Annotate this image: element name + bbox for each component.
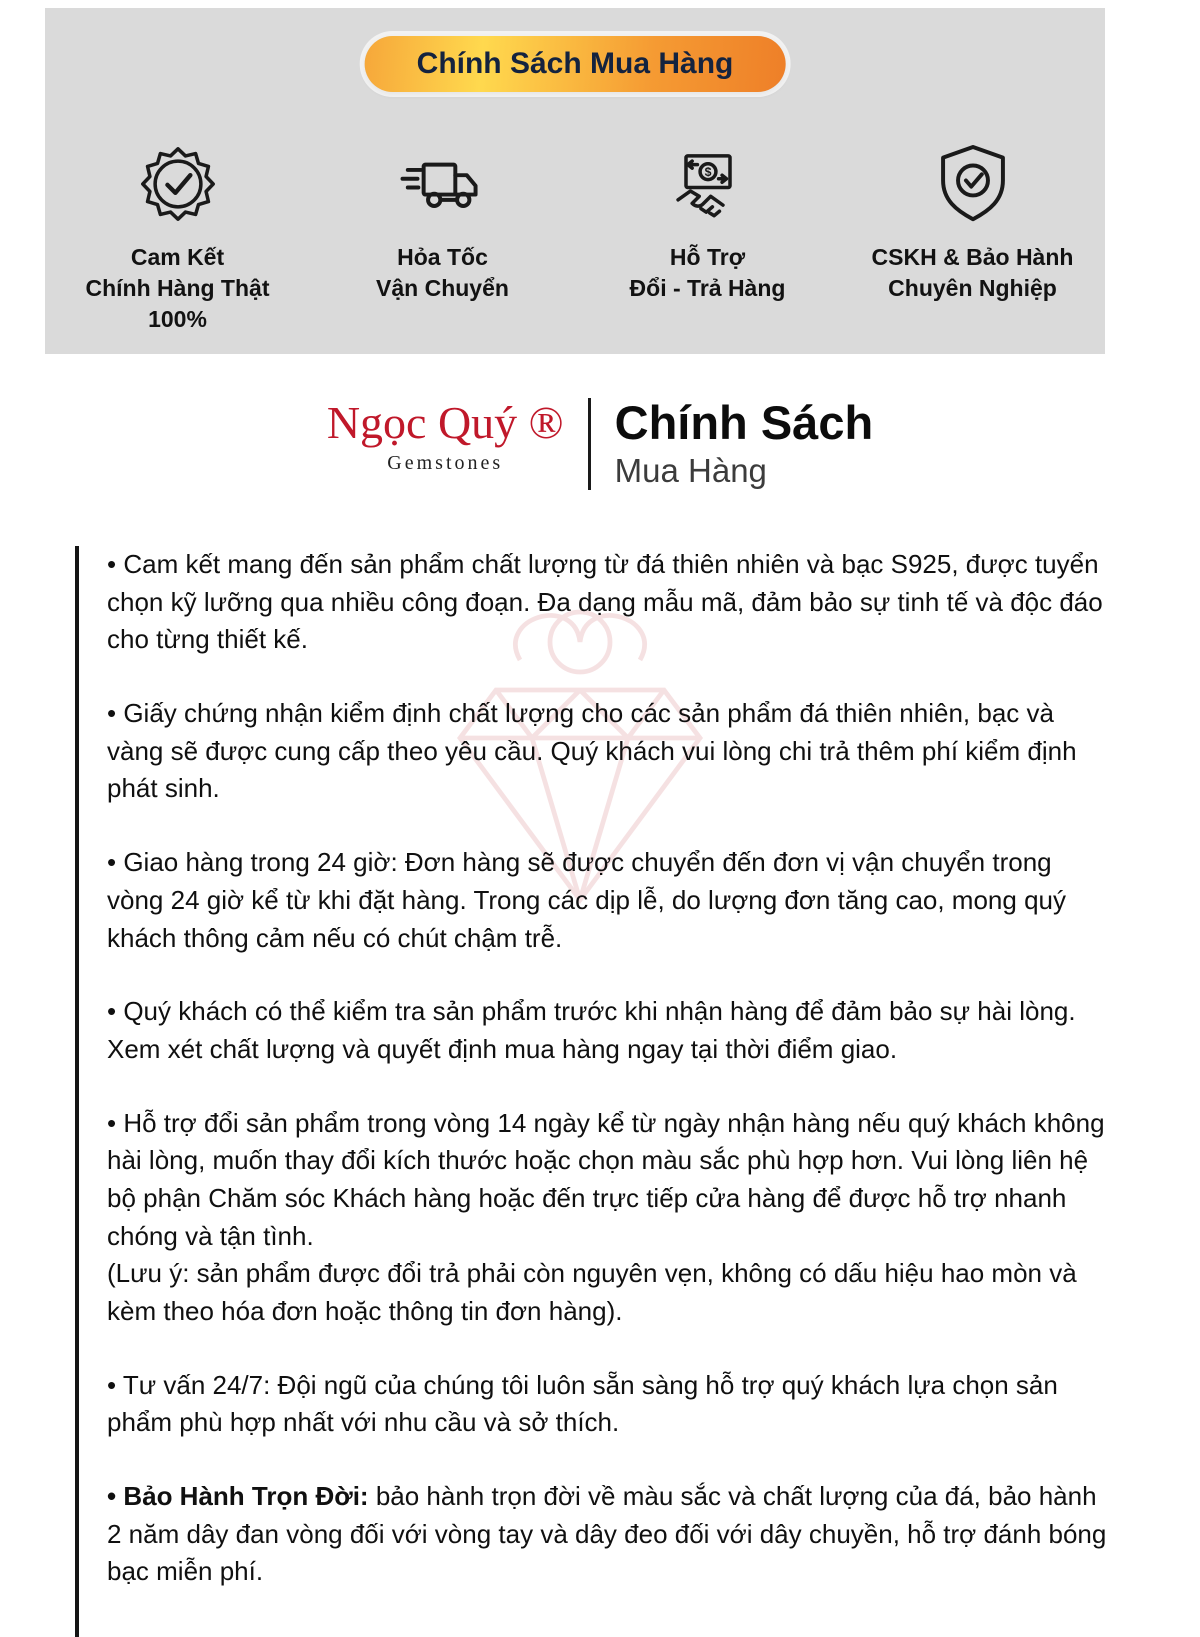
delivery-truck-icon	[399, 140, 487, 228]
policy-paragraph: • Cam kết mang đến sản phẩm chất lượng từ đá thiên nhiên và bạc S925, được tuyển chọn kỹ lưỡng qua nhiều công đoạn. Đa dạng mẫu mã, đảm bảo sự tinh tế và độc đáo cho từng thiết kế.	[107, 549, 1103, 655]
feature-row	[45, 140, 1105, 335]
brand-block	[327, 398, 588, 490]
brand-heading-row	[0, 398, 1200, 490]
policy-body	[75, 546, 1112, 1637]
policy-paragraph: • Bảo Hành Trọn Đời: bảo hành trọn đời về màu sắc và chất lượng của đá, bảo hành 2 năm dây đan vòng đối với vòng tay và dây đeo đối với dây chuyền, hỗ trợ đánh bóng bạc miễn phí.	[107, 1481, 1107, 1587]
feature-warranty	[840, 140, 1105, 335]
policy-paragraph: • Hỗ trợ đổi sản phẩm trong vòng 14 ngày kể từ ngày nhận hàng nếu quý khách không hài lòng, muốn thay đổi kích thước hoặc chọn màu sắc phù hợp hơn. Vui lòng liên hệ bộ phận Chăm sóc Khách hàng hoặc đến trực tiếp cửa hàng để được hỗ trợ nhanh chóng và tận tình.	[107, 1107, 1105, 1251]
feature-label: Hỗ Trợ Đổi - Trả Hàng	[629, 244, 786, 302]
page-title: Chính Sách	[614, 396, 874, 449]
certified-badge-icon	[134, 140, 222, 228]
shield-check-icon	[929, 140, 1017, 228]
feature-shipping	[310, 140, 575, 335]
policy-pill-title: Chính Sách Mua Hàng	[416, 47, 734, 80]
policy-paragraph: • Giao hàng trong 24 giờ: Đơn hàng sẽ được chuyển đến đơn vị vận chuyển trong vòng 24 giờ kể từ khi đặt hàng. Trong các dịp lễ, do lượng đơn tăng cao, mong quý khách thông cảm nếu có chút chậm trễ.	[107, 847, 1066, 953]
feature-label: Hỏa Tốc Vận Chuyển	[376, 244, 509, 302]
policy-paragraph: • Tư vấn 24/7: Đội ngũ của chúng tôi luôn sẵn sàng hỗ trợ quý khách lựa chọn sản phẩm phù hợp nhất với nhu cầu và sở thích.	[107, 1369, 1058, 1438]
policy-banner	[45, 8, 1105, 354]
policy-paragraph: • Giấy chứng nhận kiểm định chất lượng cho các sản phẩm đá thiên nhiên, bạc và vàng sẽ được cung cấp theo yêu cầu. Quý khách vui lòng chi trả thêm phí kiểm định phát sinh.	[107, 698, 1077, 804]
feature-label: CSKH & Bảo Hành Chuyên Nghiệp	[871, 244, 1074, 302]
brand-subtitle: Gemstones	[387, 451, 504, 474]
exchange-return-icon	[664, 140, 752, 228]
brand-name: Ngọc Quý ®	[326, 397, 564, 448]
heading-block	[591, 398, 874, 490]
policy-pill	[365, 36, 786, 92]
warranty-lead: • Bảo Hành Trọn Đời:	[107, 1481, 376, 1512]
page-subtitle: Mua Hàng	[614, 452, 767, 490]
policy-paragraph: • Quý khách có thể kiểm tra sản phẩm trước khi nhận hàng để đảm bảo sự hài lòng. Xem xét chất lượng và quyết định mua hàng ngay tại thời điểm giao.	[107, 996, 1076, 1064]
feature-label: Cam Kết Chính Hàng Thật 100%	[85, 244, 270, 333]
svg-text:$: $	[704, 165, 711, 180]
policy-note: (Lưu ý: sản phẩm được đổi trả phải còn nguyên vẹn, không có dấu hiệu hao mòn và kèm theo hóa đơn hoặc thông tin đơn hàng).	[107, 1258, 1077, 1326]
feature-authentic	[45, 140, 310, 335]
feature-returns	[575, 140, 840, 335]
